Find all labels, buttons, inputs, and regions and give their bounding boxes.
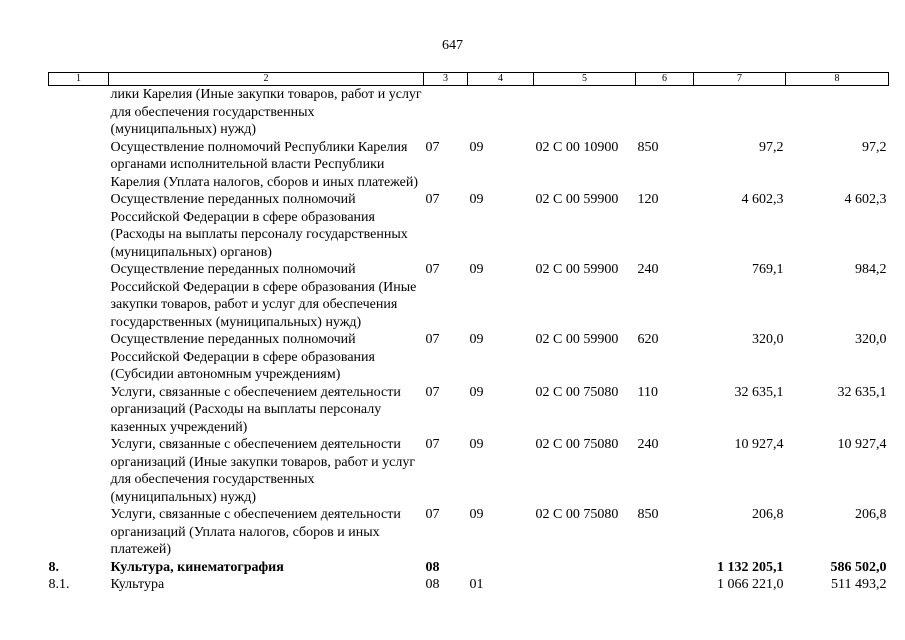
expense-name: Культура, кинематография — [110, 559, 284, 575]
subsection-code: 09 — [469, 262, 484, 277]
table-row — [49, 384, 889, 437]
amount-column-7: 320,0 — [752, 332, 784, 347]
amount-column-7: 769,1 — [752, 262, 784, 277]
row-number: 8.1. — [48, 577, 70, 592]
amount-column-8: 320,0 — [855, 332, 887, 347]
row-number — [49, 191, 109, 261]
row-number — [49, 436, 109, 506]
amount-column-8: 4 602,3 — [844, 192, 887, 207]
expense-type-code — [636, 576, 694, 594]
amount-column-8: 32 635,1 — [837, 384, 887, 400]
section-code: 07 — [425, 437, 440, 452]
expense-name: Осуществление переданных полномочий Российской Федерации в сфере образования (Иные закупки товаров, работ и услуг для обеспечения государственных (муниципальных) нужд) — [110, 262, 417, 330]
subsection-code: 09 — [469, 384, 484, 400]
column-number-header: 5 — [534, 73, 636, 86]
expense-name: Услуги, связанные с обеспечением деятельности организаций (Иные закупки товаров, работ и услуг для обеспечения государственных (муниципальных) нужд) — [110, 437, 416, 505]
row-number — [49, 139, 109, 192]
row-number — [49, 506, 109, 559]
expense-type-code: 850 — [637, 507, 659, 522]
target-article-code: 02 С 00 59900 — [535, 332, 619, 347]
column-number-header: 2 — [109, 73, 424, 86]
column-number-header: 7 — [694, 73, 786, 86]
column-number-header: 8 — [786, 73, 889, 86]
expense-name: Осуществление переданных полномочий Российской Федерации в сфере образования (Субсидии автономным учреждениям) — [110, 332, 375, 382]
amount-column-8: 984,2 — [855, 262, 887, 277]
table-row — [49, 331, 889, 384]
target-article-code: 02 С 00 10900 — [535, 139, 619, 155]
section-code: 07 — [425, 507, 440, 522]
table-row — [49, 261, 889, 331]
column-number-header: 1 — [49, 73, 109, 86]
section-code — [424, 86, 468, 139]
expense-type-code — [636, 86, 694, 139]
amount-column-8: 586 502,0 — [830, 559, 887, 575]
subsection-code: 09 — [469, 139, 484, 155]
expense-name: Услуги, связанные с обеспечением деятельности организаций (Уплата налогов, сборов и иных платежей) — [110, 507, 401, 557]
subsection-code — [468, 86, 534, 139]
amount-column-7: 1 066 221,0 — [717, 577, 784, 592]
section-code: 07 — [425, 139, 440, 155]
section-code: 07 — [425, 192, 440, 207]
expense-name: лики Карелия (Иные закупки товаров, работ и услуг для обеспечения государственных (муниципальных) нужд) — [110, 87, 422, 137]
table-row-section-total — [49, 559, 889, 577]
expense-type-code: 850 — [637, 139, 659, 155]
amount-column-7 — [694, 86, 786, 139]
page-number: 647 — [442, 38, 463, 53]
amount-column-8: 206,8 — [855, 507, 887, 522]
expense-type-code — [636, 559, 694, 577]
row-number — [49, 86, 109, 139]
table-row — [49, 506, 889, 559]
expense-name: Культура — [110, 577, 165, 592]
target-article-code: 02 С 00 75080 — [535, 507, 619, 522]
amount-column-8: 10 927,4 — [837, 437, 887, 452]
section-code: 08 — [425, 559, 440, 575]
subsection-code: 09 — [469, 437, 484, 452]
expense-type-code: 240 — [637, 437, 659, 452]
section-code: 07 — [425, 384, 440, 400]
table-row — [49, 436, 889, 506]
target-article-code: 02 С 00 59900 — [535, 262, 619, 277]
budget-table — [48, 72, 889, 594]
section-code: 07 — [425, 332, 440, 347]
row-number — [49, 331, 109, 384]
row-number — [49, 261, 109, 331]
row-number: 8. — [48, 559, 59, 575]
table-row — [49, 191, 889, 261]
target-article-code — [534, 576, 636, 594]
target-article-code: 02 С 00 75080 — [535, 384, 619, 400]
table-row — [49, 576, 889, 594]
row-number — [49, 384, 109, 437]
expense-type-code: 110 — [637, 384, 658, 400]
amount-column-8: 511 493,2 — [831, 577, 887, 592]
section-code: 07 — [425, 262, 440, 277]
column-number-header: 6 — [636, 73, 694, 86]
column-number-row — [49, 73, 889, 86]
amount-column-7: 32 635,1 — [734, 384, 784, 400]
column-number-header: 4 — [468, 73, 534, 86]
expense-type-code: 120 — [637, 192, 659, 207]
subsection-code: 09 — [469, 332, 484, 347]
expense-type-code: 240 — [637, 262, 659, 277]
subsection-code: 09 — [469, 192, 484, 207]
subsection-code: 01 — [469, 577, 484, 592]
expense-name: Осуществление полномочий Республики Карелия органами исполнительной власти Республики Карелия (Уплата налогов, сборов и иных платежей) — [110, 139, 419, 190]
amount-column-7: 97,2 — [759, 139, 784, 155]
amount-column-8: 97,2 — [862, 139, 887, 155]
target-article-code: 02 С 00 75080 — [535, 437, 619, 452]
expense-type-code: 620 — [637, 332, 659, 347]
target-article-code — [534, 86, 636, 139]
column-number-header: 3 — [424, 73, 468, 86]
amount-column-8 — [786, 86, 889, 139]
table-row — [49, 86, 889, 139]
expense-name: Осуществление переданных полномочий Российской Федерации в сфере образования (Расходы на выплаты персоналу государственных (муниципальных) органов) — [110, 192, 408, 260]
table-row — [49, 139, 889, 192]
amount-column-7: 10 927,4 — [734, 437, 784, 452]
subsection-code: 09 — [469, 507, 484, 522]
amount-column-7: 206,8 — [752, 507, 784, 522]
target-article-code: 02 С 00 59900 — [535, 192, 619, 207]
amount-column-7: 1 132 205,1 — [717, 559, 784, 575]
amount-column-7: 4 602,3 — [741, 192, 784, 207]
expense-name: Услуги, связанные с обеспечением деятельности организаций (Расходы на выплаты персоналу казенных учреждений) — [110, 384, 401, 435]
section-code: 08 — [425, 577, 440, 592]
subsection-code — [468, 559, 534, 577]
target-article-code — [534, 559, 636, 577]
